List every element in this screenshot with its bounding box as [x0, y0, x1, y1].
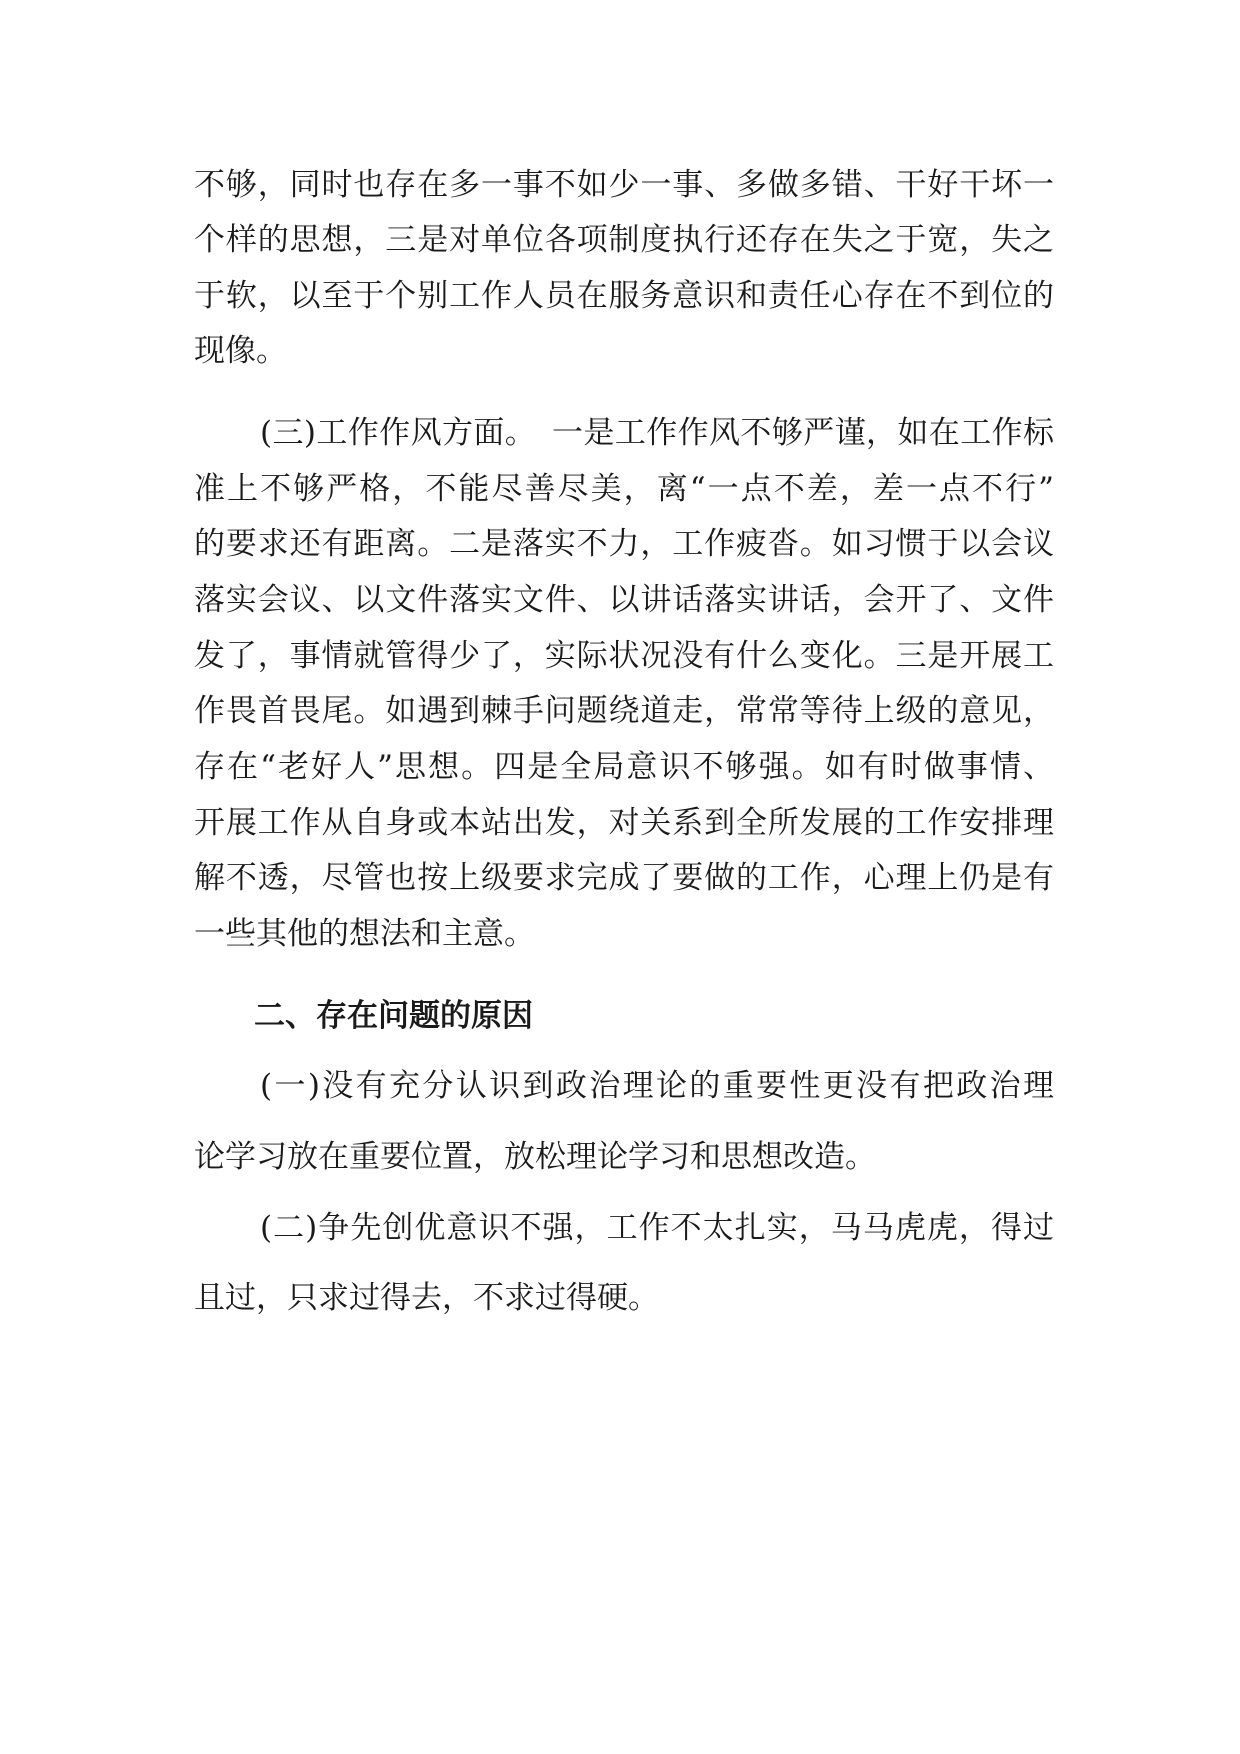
- paragraph-1-line-1: 不够，同时也存在多一事不如少一事、多做多错、干好干坏一: [194, 167, 1054, 203]
- section-heading: 二、存在问题的原因: [254, 998, 533, 1034]
- paragraph-4-line-1: (二)争先创优意识不强，工作不太扎实，马马虎虎，得过: [260, 1210, 1054, 1246]
- paragraph-2-line-5: 发了，事情就管得少了，实际状况没有什么变化。三是开展工: [194, 638, 1054, 674]
- paragraph-1-line-2: 个样的思想，三是对单位各项制度执行还存在失之于宽，失之: [194, 222, 1054, 258]
- paragraph-2-line-10: 一些其他的想法和主意。: [194, 916, 535, 952]
- paragraph-2-line-8: 开展工作从自身或本站出发，对关系到全所发展的工作安排理: [194, 805, 1054, 841]
- paragraph-4-line-2: 且过，只求过得去，不求过得硬。: [194, 1280, 659, 1316]
- paragraph-2-line-9: 解不透，尽管也按上级要求完成了要做的工作，心理上仍是有: [194, 860, 1054, 896]
- paragraph-2-line-3: 的要求还有距离。二是落实不力，工作疲沓。如习惯于以会议: [194, 526, 1054, 562]
- paragraph-1-line-4: 现像。: [194, 333, 287, 369]
- paragraph-2-line-4: 落实会议、以文件落实文件、以讲话落实讲话，会开了、文件: [194, 582, 1054, 618]
- paragraph-3-line-1: (一)没有充分认识到政治理论的重要性更没有把政治理: [260, 1068, 1054, 1104]
- paragraph-2-line-7: 存在“老好人”思想。四是全局意识不够强。如有时做事情、: [194, 749, 1054, 785]
- paragraph-2-line-2: 准上不够严格，不能尽善尽美，离“一点不差，差一点不行”: [194, 471, 1054, 507]
- paragraph-2-line-1: (三)工作作风方面。 一是工作作风不够严谨，如在工作标: [260, 415, 1054, 451]
- paragraph-3-line-2: 论学习放在重要位置，放松理论学习和思想改造。: [194, 1139, 876, 1175]
- paragraph-1-line-3: 于软，以至于个别工作人员在服务意识和责任心存在不到位的: [194, 278, 1054, 314]
- paragraph-2-line-6: 作畏首畏尾。如遇到棘手问题绕道走，常常等待上级的意见，: [194, 693, 1054, 729]
